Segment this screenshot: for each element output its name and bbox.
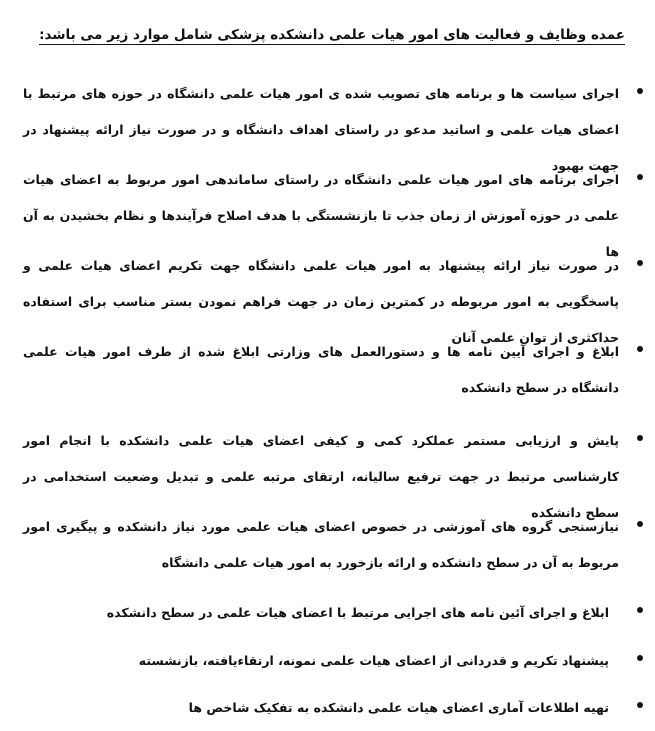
- page-heading-text: عمده وظایف و فعالیت های امور هیات علمی دانشکده پزشکی شامل موارد زیر می باشد:: [39, 27, 625, 43]
- bullet-icon: [637, 702, 643, 708]
- list-item-text: اجرای برنامه های امور هیات علمی دانشگاه در راستای ساماندهی امور مربوط به اعضای هیات علمی در حوزه آموزش از زمان جذب تا بازنشستگی با هدف اصلاح فرآیندها و نظام بخشیدن به آن ها: [23, 172, 619, 259]
- bullet-icon: [637, 655, 643, 661]
- list-item-text: پایش و ارزیابی مستمر عملکرد کمی و کیفی اعضای هیات علمی دانشکده با انجام امور کارشناسی مرتبط در جهت ترفیع سالیانه، ارتقای مرتبه علمی و تبدیل وضعیت استخدامی در سطح دانشکده: [23, 433, 619, 520]
- bullet-icon: [637, 174, 643, 180]
- bullet-icon: [637, 88, 643, 94]
- bullet-icon: [637, 346, 643, 352]
- bullet-icon: [637, 521, 643, 527]
- list-item-text: اجرای سیاست ها و برنامه های تصویب شده ی امور هیات علمی دانشگاه در حوزه های مرتبط با اعضای هیات علمی و اساتید مدعو در راستای اهداف دانشگاه و در صورت نیاز ارائه پیشنهاد در جهت بهبود: [23, 86, 619, 173]
- bullet-icon: [637, 607, 643, 613]
- list-item-text: نیازسنجی گروه های آموزشی در خصوص اعضای هیات علمی مورد نیاز دانشکده و پیگیری امور مربوط به آن در سطح دانشکده و ارائه بازخورد به امور هیات علمی دانشگاه: [23, 519, 619, 570]
- list-item-text: تهیه اطلاعات آماری اعضای هیات علمی دانشکده به تفکیک شاخص ها: [188, 700, 609, 715]
- list-item-text: ابلاغ و اجرای آیین نامه ها و دستورالعمل های وزارتی ابلاغ شده از طرف امور هیات علمی دانشگاه در سطح دانشکده: [23, 344, 619, 395]
- list-item-text: پیشنهاد تکریم و قدردانی از اعضای هیات علمی نمونه، ارتقاءیافته، بازنشسته: [138, 653, 609, 668]
- bullet-icon: [637, 260, 643, 266]
- list-item-text: در صورت نیاز ارائه پیشنهاد به امور هیات علمی دانشگاه جهت تکریم اعضای هیات علمی و پاسخگویی به امور مربوطه در کمترین زمان در جهت فراهم نمودن بستر مناسب برای استفاده حداکثری از توان علمی آنان: [23, 258, 619, 345]
- bullet-icon: [637, 435, 643, 441]
- list-item-text: ابلاغ و اجرای آئین نامه های اجرایی مرتبط با اعضای هیات علمی در سطح دانشکده: [106, 605, 609, 620]
